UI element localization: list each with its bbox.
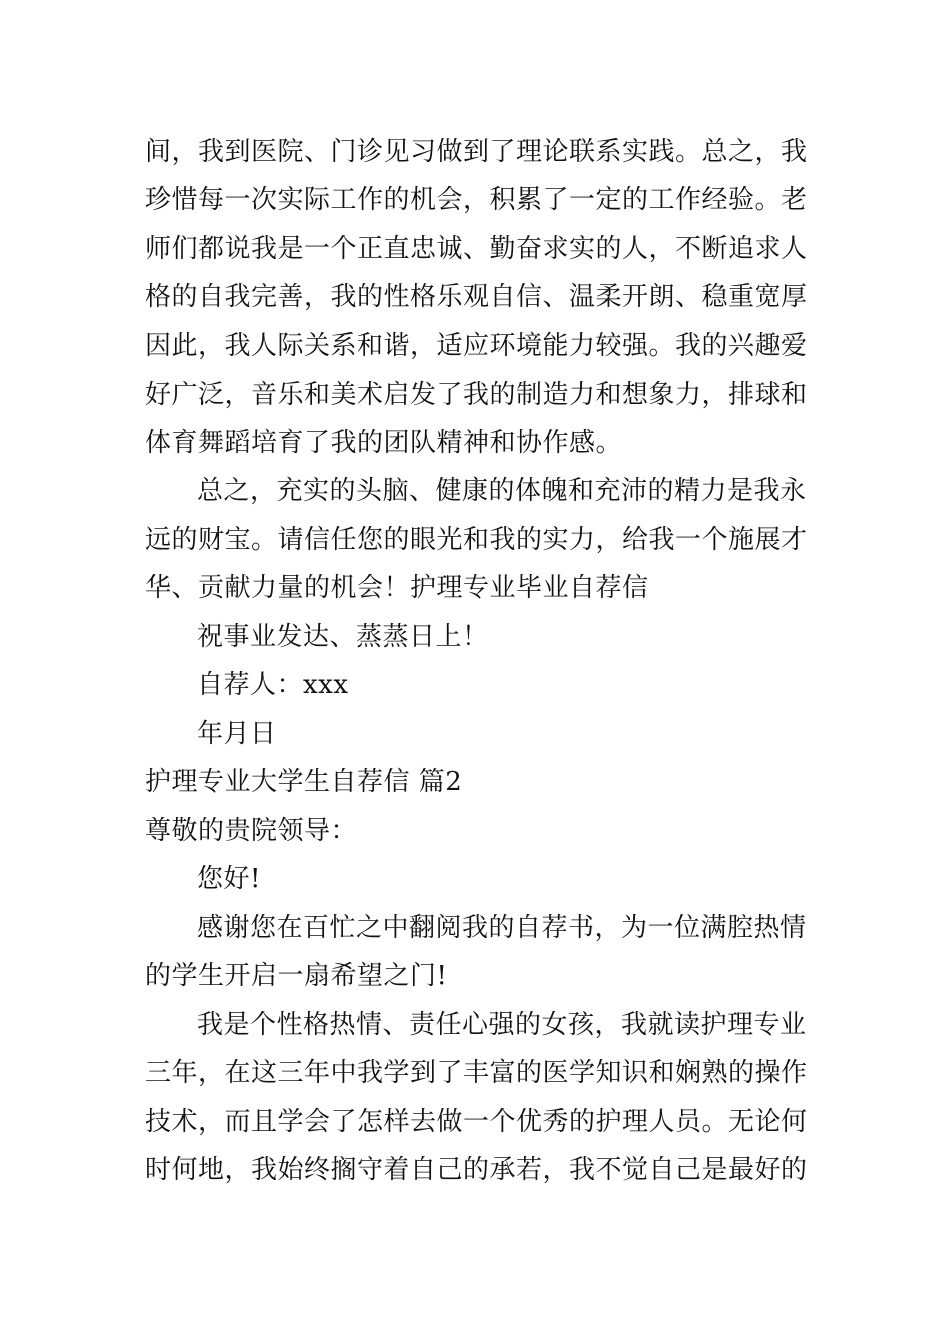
text-line: 珍惜每一次实际工作的机会，积累了一定的工作经验。老 xyxy=(145,185,808,215)
paragraph-first-line: 感谢您在百忙之中翻阅我的自荐书，为一位满腔热情 xyxy=(197,913,807,943)
closing-wishes: 祝事业发达、蒸蒸日上！ xyxy=(197,622,489,652)
paragraph-first-line: 总之，充实的头脑、健康的体魄和充沛的精力是我永 xyxy=(197,476,807,506)
salutation: 尊敬的贵院领导： xyxy=(145,816,358,846)
paragraph-first-line: 我是个性格热情、责任心强的女孩，我就读护理专业 xyxy=(197,1010,807,1040)
text-line: 技术，而且学会了怎样去做一个优秀的护理人员。无论何 xyxy=(145,1107,808,1137)
text-line: 间，我到医院、门诊见习做到了理论联系实践。总之，我 xyxy=(145,137,808,167)
text-line: 的学生开启一扇希望之门! xyxy=(145,961,448,991)
text-line: 三年，在这三年中我学到了丰富的医学知识和娴熟的操作 xyxy=(145,1058,808,1088)
date-line: 年月日 xyxy=(197,719,277,749)
text-line: 好广泛，音乐和美术启发了我的制造力和想象力，排球和 xyxy=(145,380,808,410)
text-line: 因此，我人际关系和谐，适应环境能力较强。我的兴趣爱 xyxy=(145,331,808,361)
text-line: 格的自我完善，我的性格乐观自信、温柔开朗、稳重宽厚 xyxy=(145,282,808,312)
text-line: 远的财宝。请信任您的眼光和我的实力，给我一个施展才 xyxy=(145,525,808,555)
text-line: 华、贡献力量的机会！护理专业毕业自荐信 xyxy=(145,573,649,603)
greeting: 您好! xyxy=(197,864,261,894)
section-title: 护理专业大学生自荐信 篇2 xyxy=(145,767,463,797)
signature-line: 自荐人：xxx xyxy=(197,670,349,700)
text-line: 时何地，我始终搁守着自己的承若，我不觉自己是最好的 xyxy=(145,1155,808,1185)
text-line: 师们都说我是一个正直忠诚、勤奋求实的人，不断追求人 xyxy=(145,234,808,264)
text-line: 体育舞蹈培育了我的团队精神和协作感。 xyxy=(145,428,623,458)
